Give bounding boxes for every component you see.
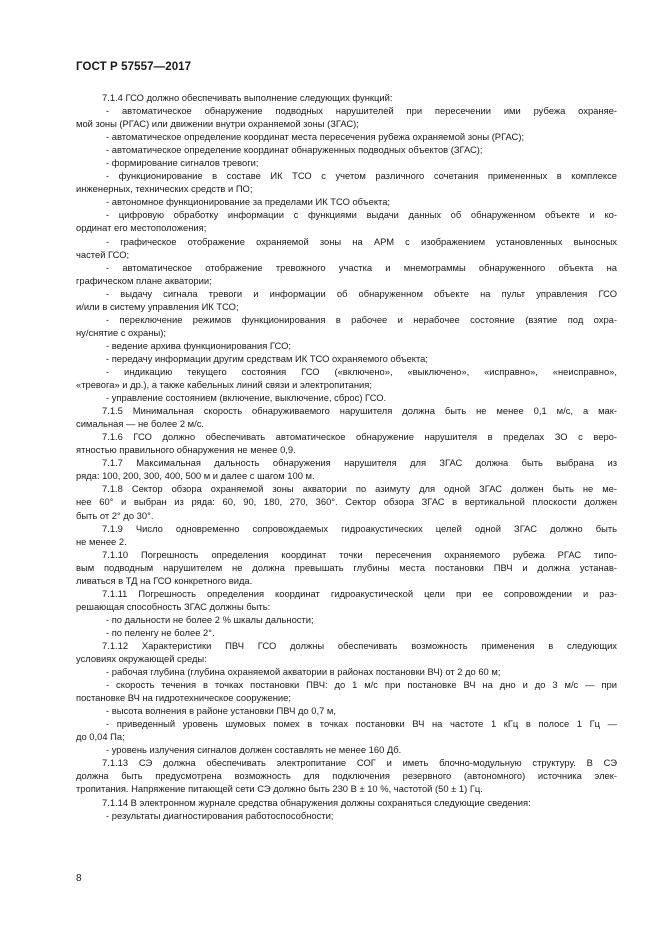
text-line: мой зоны (РГАС) или движении внутри охраняемой зоны (ЗГАС); bbox=[76, 118, 359, 130]
text-line: - автономное функционирование за пределами ИК ТСО объекта; bbox=[106, 196, 391, 208]
text-line: - переключение режимов функционирования в рабочее и нерабочее состояние (взятие под охра- bbox=[106, 313, 617, 325]
text-line: условиях окружающей среды: bbox=[76, 653, 207, 665]
text-line: - автоматическое обнаружение подводных нарушителей при пересечении ими рубежа охраняе- bbox=[106, 105, 617, 117]
text-line: 7.1.11 Погрешность определения координат гидроакустической цели при ее сопровождении и раз- bbox=[102, 587, 617, 599]
text-line: и/или в систему управления ИК ТСО; bbox=[76, 300, 239, 312]
text-line: графическом плане акватории; bbox=[76, 274, 212, 286]
text-line: ординат его местоположения; bbox=[76, 222, 207, 234]
text-line: ну/снятие с охраны); bbox=[76, 326, 166, 338]
text-line: - по пеленгу не более 2°. bbox=[106, 626, 215, 638]
text-line: симальная — не более 2 м/с. bbox=[76, 418, 205, 430]
text-line: ряда: 100, 200, 300, 400, 500 м и далее с шагом 100 м. bbox=[76, 470, 315, 482]
text-line: ливаться в ТД на ГСО конкретного вида. bbox=[76, 574, 253, 586]
text-line: инженерных, технических средств и ПО; bbox=[76, 183, 253, 195]
text-line: 7.1.12 Характеристики ПВЧ ГСО должны обеспечивать возможность применения в следующих bbox=[102, 639, 617, 651]
text-line: - автоматическое отображение тревожного участка и мнемограммы обнаруженного объекта на bbox=[106, 261, 617, 273]
text-line: - результаты диагностирования работоспособности; bbox=[106, 809, 334, 821]
text-line: 7.1.8 Сектор обзора охраняемой зоны акватории по азимуту для одной ЗГАС должен быть не ме- bbox=[102, 483, 617, 495]
text-line: - передачу информации другим средствам ИК ТСО охраняемого объекта; bbox=[106, 352, 428, 364]
text-line: 7.1.10 Погрешность определения координат точки пересечения охраняемого рубежа РГАС типо- bbox=[102, 548, 617, 560]
text-line: не менее 2. bbox=[76, 535, 127, 547]
text-line: 7.1.9 Число одновременно сопровождаемых гидроакустических целей одной ЗГАС должно быть bbox=[102, 522, 617, 534]
text-line: - рабочая глубина (глубина охраняемой акватории в районах постановки ВЧ) от 2 до 60 м; bbox=[106, 666, 501, 678]
text-line: 7.1.13 СЭ должна обеспечивать электропитание СОГ и иметь блочно-модульную структуру. В СЭ bbox=[102, 757, 617, 769]
text-line: постановке ВЧ на гидротехническое сооружение; bbox=[76, 692, 291, 704]
text-line: «тревога» и др.), а также кабельных линий связи и электропитания; bbox=[76, 379, 372, 391]
text-line: - приведенный уровень шумовых помех в точках постановки ВЧ на частоте 1 кГц в полосе 1 Гц — bbox=[106, 718, 617, 730]
text-line: - выдачу сигнала тревоги и информации об обнаруженном объекте на пульт управления ГСО bbox=[106, 287, 617, 299]
text-line: - индикацию текущего состояния ГСО («включено», «выключено», «исправно», «неисправно», bbox=[106, 365, 617, 377]
text-line: нее 60° и выбран из ряда: 60, 90, 180, 270, 360°. Сектор обзора ЗГАС в вертикальной плоскости должен bbox=[76, 496, 617, 508]
text-line: 7.1.6 ГСО должно обеспечивать автоматическое обнаружение нарушителя в пределах ЗО с веро- bbox=[102, 431, 617, 443]
document-body bbox=[76, 91, 617, 822]
text-line: 7.1.5 Минимальная скорость обнаруживаемого нарушителя должна быть не менее 0,1 м/с, а мак- bbox=[102, 405, 617, 417]
text-line: ятностью правильного обнаружения не менее 0,9. bbox=[76, 444, 296, 456]
text-line: быть от 2° до 30°. bbox=[76, 509, 154, 521]
page-number: 8 bbox=[76, 873, 82, 884]
text-line: - управление состоянием (включение, выключение, сброс) ГСО. bbox=[106, 392, 387, 404]
text-line: 7.1.7 Максимальная дальность обнаружения нарушителя для ЗГАС должна быть выбрана из bbox=[102, 457, 617, 469]
text-line: тропитания. Напряжение питающей сети СЭ должно быть 230 В ± 10 %, частотой (50 ± 1) Гц. bbox=[76, 783, 483, 795]
text-line: - функционирование в составе ИК ТСО с учетом различного сочетания примененных в комплексе bbox=[106, 170, 617, 182]
text-line: - формирование сигналов тревоги; bbox=[106, 157, 259, 169]
text-line: - уровень излучения сигналов должен составлять не менее 160 Дб. bbox=[106, 744, 402, 756]
text-line: - по дальности не более 2 % шкалы дальности; bbox=[106, 613, 314, 625]
text-line: вым подводным нарушителем не должна превышать глубины места постановки ПВЧ и должна устанав- bbox=[76, 561, 617, 573]
document-header: ГОСТ Р 57557—2017 bbox=[76, 61, 192, 73]
text-line: - ведение архива функционирования ГСО; bbox=[106, 339, 292, 351]
text-line: 7.1.14 В электронном журнале средства обнаружения должны сохраняться следующие сведения: bbox=[102, 796, 531, 808]
text-line: - скорость течения в точках постановки ПВЧ: до 1 м/с при постановке ВЧ на дно и до 3 м/с — при bbox=[106, 679, 617, 691]
text-line: - графическое отображение охраняемой зоны на АРМ с изображением установленных выносных bbox=[106, 235, 617, 247]
text-line: частей ГСО; bbox=[76, 248, 130, 260]
text-line: - автоматическое определение координат места пересечения рубежа охраняемой зоны (РГАС); bbox=[106, 131, 525, 143]
text-line: до 0,04 Па; bbox=[76, 731, 125, 743]
text-line: должна быть предусмотрена возможность для подключения резервного (автономного) источника элек- bbox=[76, 770, 617, 782]
text-line: 7.1.4 ГСО должно обеспечивать выполнение следующих функций: bbox=[102, 92, 393, 103]
text-line: решающая способность ЗГАС должны быть: bbox=[76, 600, 271, 612]
text-line: - цифровую обработку информации с функциями выдачи данных об обнаруженном объекте и ко- bbox=[106, 209, 617, 221]
text-line: - автоматическое определение координат обнаруженных подводных объектов (ЗГАС); bbox=[106, 144, 483, 156]
text-line: - высота волнения в районе установки ПВЧ до 0,7 м, bbox=[106, 705, 336, 717]
